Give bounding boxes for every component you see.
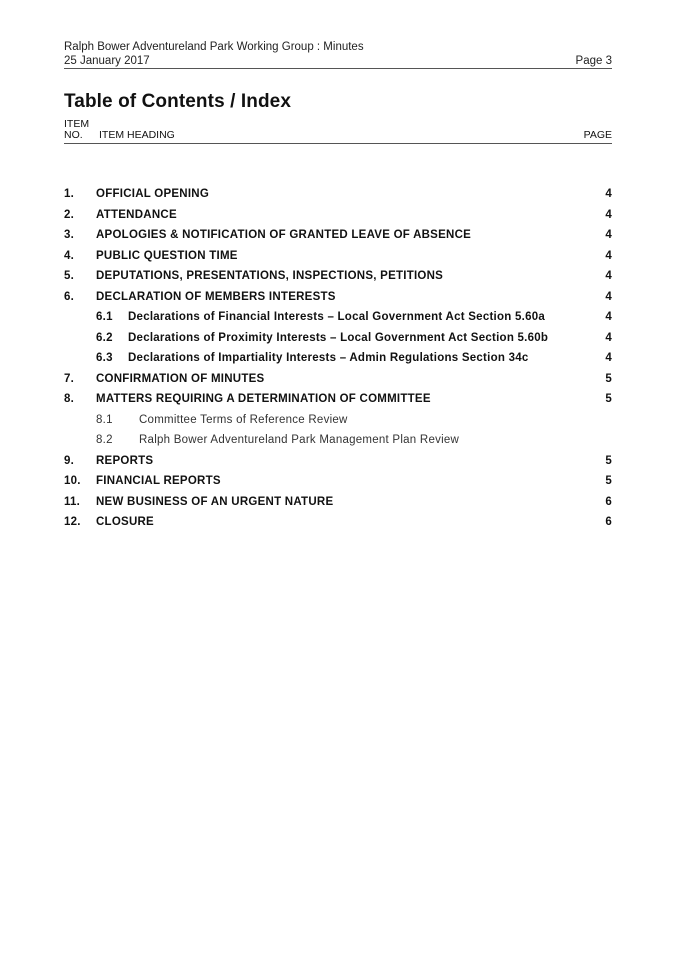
toc-subentry[interactable] (64, 410, 612, 431)
toc-entry-heading: PUBLIC QUESTION TIME (96, 249, 238, 262)
toc-entry-page: 4 (605, 188, 612, 200)
toc-entry[interactable] (64, 451, 612, 472)
toc-entry-heading: Declarations of Impartiality Interests – Admin Regulations Section 34c (128, 352, 529, 364)
toc-entry[interactable] (64, 225, 612, 246)
column-header-divider (64, 143, 612, 144)
header-date-row (64, 54, 612, 68)
toc-entry-heading: DEPUTATIONS, PRESENTATIONS, INSPECTIONS, PETITIONS (96, 270, 444, 282)
toc-entry[interactable] (64, 492, 612, 513)
toc-entry-page: 4 (605, 290, 612, 303)
toc-entry-heading: DECLARATION OF MEMBERS INTERESTS (96, 290, 336, 303)
toc-entry-number: 7. (64, 372, 75, 385)
toc-entry-number: 3. (64, 229, 75, 241)
toc-entry[interactable] (64, 287, 612, 308)
toc-entry-heading: MATTERS REQUIRING A DETERMINATION OF COMMITTEE (96, 393, 431, 405)
toc-entry[interactable] (64, 471, 612, 492)
toc-subentry[interactable] (64, 430, 612, 451)
toc-entry-number: 8.2 (96, 434, 113, 446)
toc-entry-page: 6 (605, 495, 612, 508)
toc-entry[interactable] (64, 184, 612, 205)
toc-entry-number: 6.1 (96, 311, 113, 323)
toc-entry-number: 1. (64, 188, 75, 200)
toc-entry[interactable] (64, 266, 612, 287)
toc-entry-page: 4 (605, 311, 612, 323)
toc-entry[interactable] (64, 369, 612, 390)
toc-entry[interactable] (64, 389, 612, 410)
toc-subentry[interactable] (64, 307, 612, 328)
toc-entry-heading: Declarations of Proximity Interests – Local Government Act Section 5.60b (128, 331, 549, 344)
toc-entry[interactable] (64, 246, 612, 267)
toc-entry-number: 10. (64, 475, 81, 487)
table-of-contents (64, 184, 612, 533)
toc-entry-page: 4 (605, 270, 612, 282)
meeting-date: 25 January 2017 (64, 55, 150, 67)
toc-entry-heading: REPORTS (96, 454, 154, 467)
heading-column-label: ITEM HEADING (99, 129, 175, 141)
toc-entry-number: 2. (64, 208, 75, 221)
toc-entry-page: 4 (605, 208, 612, 221)
toc-entry-page: 4 (605, 331, 612, 344)
toc-entry-heading: Committee Terms of Reference Review (139, 413, 348, 426)
toc-subentry[interactable] (64, 348, 612, 369)
item-column-label: ITEM (64, 118, 90, 130)
toc-entry-heading: FINANCIAL REPORTS (96, 475, 221, 487)
toc-entry-heading: OFFICIAL OPENING (96, 188, 210, 200)
header-divider (64, 68, 612, 69)
toc-entry-heading: NEW BUSINESS OF AN URGENT NATURE (96, 495, 334, 508)
toc-entry-page: 5 (605, 454, 612, 467)
toc-entry[interactable] (64, 205, 612, 226)
toc-entry[interactable] (64, 512, 612, 533)
toc-entry-page: 5 (605, 475, 612, 487)
toc-entry-number: 12. (64, 516, 81, 528)
toc-entry-heading: CONFIRMATION OF MINUTES (96, 372, 265, 385)
toc-entry-heading: APOLOGIES & NOTIFICATION OF GRANTED LEAVE OF ABSENCE (96, 229, 472, 241)
toc-entry-heading: CLOSURE (96, 516, 154, 528)
toc-entry-heading: ATTENDANCE (96, 208, 177, 221)
toc-entry-number: 8.1 (96, 413, 113, 426)
toc-subentry[interactable] (64, 328, 612, 349)
toc-entry-page: 5 (605, 393, 612, 405)
page-header (64, 40, 612, 68)
page-title: Table of Contents / Index (64, 91, 291, 112)
page-column-label: PAGE (583, 129, 612, 141)
toc-entry-number: 5. (64, 270, 75, 282)
toc-entry-page: 4 (605, 249, 612, 262)
toc-entry-number: 4. (64, 249, 75, 262)
toc-entry-number: 9. (64, 454, 75, 467)
toc-entry-heading: Ralph Bower Adventureland Park Management Plan Review (139, 434, 460, 446)
number-column-label: NO. (64, 129, 83, 141)
toc-entry-page: 5 (605, 372, 612, 385)
toc-entry-page: 6 (605, 516, 612, 528)
page-number: Page 3 (575, 55, 612, 67)
toc-entry-number: 6.2 (96, 331, 113, 344)
toc-entry-number: 6.3 (96, 352, 113, 364)
toc-entry-page: 4 (605, 352, 612, 364)
toc-entry-number: 6. (64, 290, 75, 303)
toc-entry-number: 8. (64, 393, 75, 405)
toc-entry-number: 11. (64, 495, 81, 508)
toc-entry-heading: Declarations of Financial Interests – Local Government Act Section 5.60a (128, 311, 546, 323)
document-title: Ralph Bower Adventureland Park Working Group : Minutes (64, 41, 364, 53)
toc-entry-page: 4 (605, 229, 612, 241)
